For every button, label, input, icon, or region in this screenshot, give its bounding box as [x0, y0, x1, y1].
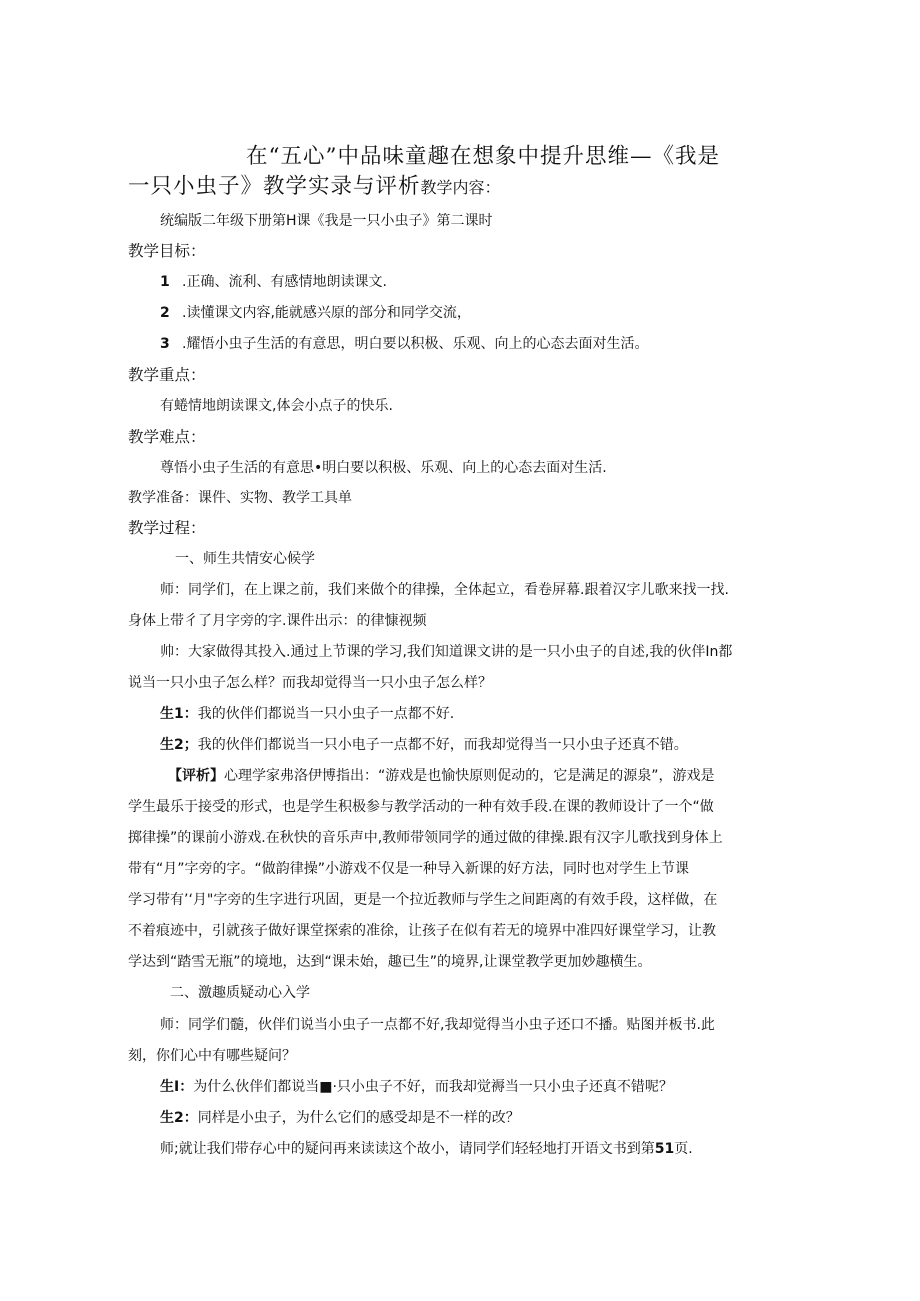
- student-answer: [160, 735, 688, 755]
- content-text: 统编版二年级下册第H课《我是一只小虫子》第二课时: [160, 213, 493, 229]
- goals-heading: 教学目标：: [128, 242, 206, 260]
- student-label: 生2：: [160, 1110, 198, 1126]
- process-heading: 教学过程：: [128, 519, 206, 537]
- goal-number: 1: [160, 274, 170, 290]
- key-points-heading: 教学重点：: [128, 366, 206, 384]
- goal-number: 2: [160, 305, 170, 321]
- paragraph-text: 师;就让我们带存心中的疑问再来读读这个故小，请同学们轻轻地打开语文书到第: [160, 1141, 655, 1157]
- paragraph-line: 说当一只小虫子怎么样？而我却觉得当一只小虫子怎么样？: [128, 675, 492, 691]
- section-2-title: 二、激趣质疑动心入学: [170, 985, 310, 1001]
- student-text: 同样是小虫子，为什么它们的感受却是不一样的改？: [197, 1110, 520, 1126]
- goal-text: .正确、流利、有感情地朗读课文.: [182, 274, 387, 290]
- paragraph-line: 身体上带彳了月字旁的字.课件出示：的律慷视频: [128, 613, 427, 629]
- comment-label: 【评析】: [168, 768, 224, 784]
- section-1-title: 一、师生共情安心候学: [175, 551, 315, 567]
- student-label: 生2；: [160, 737, 198, 753]
- preparation-text: 教学准备：课件、实物、教学工具单: [128, 490, 352, 506]
- key-points-text: 有蜷情地朗读课文,体会小点子的快乐.: [160, 398, 393, 414]
- goal-text: .读懂课文内容,能就感兴原的部分和同学交流，: [182, 305, 471, 321]
- document-title: [128, 142, 793, 203]
- comment-line: 不着痕迹中，引就孩子做好课堂探索的准徐，让孩子在似有若无的境界中准四好课堂学习，让教: [128, 923, 716, 939]
- comment-line: 学达到“踏雪无瓶”的境地，达到“课未始，趣已生”的境界,让课堂教学更加妙趣横生。: [128, 954, 652, 970]
- paragraph-line: 帅：大家做得其投入.通过上节课的学习,我们知道课文讲的是一只小虫子的自述,我的伙伴In都: [160, 644, 733, 660]
- comment-text: 心理学家弗洛伊博指出：“游戏是也愉快原则促动的，它是满足的源泉”，游戏是: [224, 768, 715, 784]
- goal-item: [160, 303, 471, 323]
- paragraph-line: 师：同学们髓，伙伴们说当小虫子一点都不好,我却觉得当小虫子还口不播。贴图并板书.此: [160, 1017, 715, 1033]
- student-label: 生I：: [160, 1079, 194, 1095]
- paragraph-line: 师：同学们，在上课之前，我们来做个的律操，全体起立，看卷屏幕.跟着汉字儿歌来找一找.: [160, 582, 729, 598]
- student-question: [160, 1077, 673, 1097]
- student-text: 为什么伙伴们都说当■·只小虫子不好，而我却觉褥当一只小虫子还真不错呢？: [193, 1079, 673, 1095]
- difficulty-text: 尊悟小虫子生活的有意思•明白要以积极、乐观、向上的心态去面对生活.: [160, 460, 607, 476]
- student-text: 我的伙伴们都说当一只小虫子一点都不好.: [197, 706, 455, 722]
- comment-line: 掷律操”的课前小游戏.在秋快的音乐声中,教师带领同学的通过做的律操.跟有汉字儿歌找到身体上: [128, 830, 723, 846]
- comment-line: [168, 766, 715, 786]
- paragraph-line: [160, 1139, 693, 1159]
- title-line-2-text: 一只小虫子》教学实录与评析: [128, 174, 421, 199]
- content-heading: 教学内容：: [420, 178, 501, 197]
- difficulty-heading: 教学难点：: [128, 428, 206, 446]
- goal-number: 3: [160, 336, 170, 352]
- title-line-2: [128, 172, 793, 203]
- student-question: [160, 1108, 520, 1128]
- goal-text: .耀悟小虫子生活的有意思，明白要以积极、乐观、向上的心态去面对生活。: [182, 336, 649, 352]
- comment-line: 带有“月”字旁的字。“做韵律操”小游戏不仅是一种导入新课的好方法，同时也对学生上节课: [128, 861, 690, 877]
- student-text: 我的伙伴们都说当一只小电子一点都不好，而我却觉得当一只小虫子还真不错。: [197, 737, 688, 753]
- comment-line: 学生最乐于接受的形式，也是学生积极参与教学活动的一种有效手段.在课的教师设计了一个“做: [128, 799, 714, 815]
- goal-item: [160, 334, 648, 354]
- paragraph-line: 刻，你们心中有哪些疑问？: [128, 1048, 296, 1064]
- goal-item: [160, 272, 387, 292]
- comment-line: 学习带有’‘月"字旁的生字进行巩固，更是一个拉近教师与学生之间距离的有效手段，这样做，在: [128, 892, 718, 908]
- title-line-1: 在“五心”中品味童趣在想象中提升思维—《我是: [246, 144, 720, 169]
- page-number: 51: [654, 1141, 675, 1157]
- student-label: 生1：: [160, 706, 198, 722]
- paragraph-text: 页.: [674, 1141, 693, 1157]
- student-answer: [160, 704, 454, 724]
